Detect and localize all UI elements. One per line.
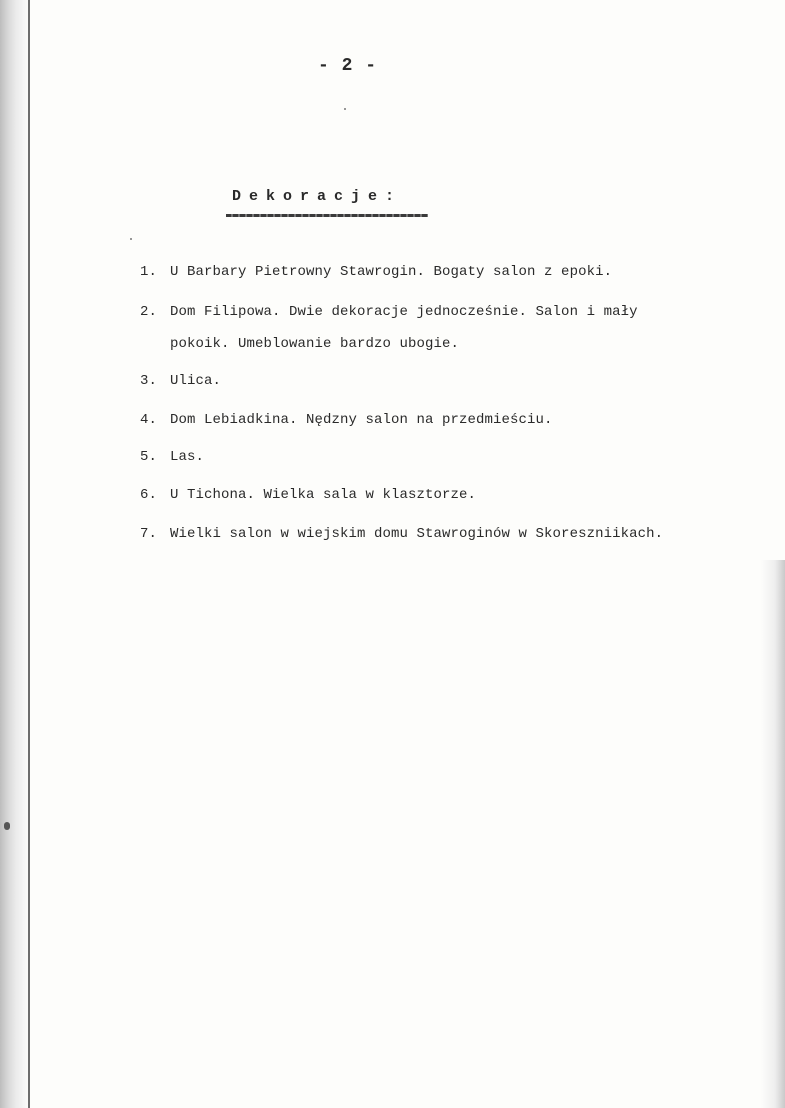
item-number: 3. — [140, 373, 158, 389]
page-number: - 2 - — [318, 56, 378, 76]
item-number: 4. — [140, 412, 158, 428]
item-text: U Barbary Pietrowny Stawrogin. Bogaty salon z epoki. — [170, 264, 613, 280]
scan-edge-left — [0, 0, 30, 1108]
list-item — [140, 520, 663, 548]
scan-speck — [344, 108, 346, 110]
scan-speck — [4, 822, 10, 830]
scan-edge-line — [28, 0, 30, 1108]
item-text: Ulica. — [170, 373, 222, 389]
item-text: Las. — [170, 449, 205, 465]
item-number: 1. — [140, 264, 158, 280]
item-text: U Tichona. Wielka sala w klasztorze. — [170, 487, 477, 503]
item-number: 7. — [140, 526, 158, 542]
item-text-continuation: pokoik. Umeblowanie bardzo ubogie. — [170, 336, 460, 352]
scan-edge-right — [761, 560, 785, 1108]
list-item — [140, 367, 221, 395]
item-text: Dom Filipowa. Dwie dekoracje jednocześnie. Salon i mały — [170, 304, 638, 320]
title-underline — [226, 214, 428, 217]
page-title: Dekoracje: — [232, 188, 403, 205]
item-number: 2. — [140, 304, 158, 320]
list-item — [140, 406, 553, 434]
list-item — [140, 258, 612, 286]
scan-speck — [130, 238, 132, 240]
item-text: Dom Lebiadkina. Nędzny salon na przedmieściu. — [170, 412, 553, 428]
item-number: 6. — [140, 487, 158, 503]
list-item — [140, 298, 638, 326]
item-text: Wielki salon w wiejskim domu Stawroginów w Skoreszniikach. — [170, 526, 664, 542]
item-number: 5. — [140, 449, 158, 465]
list-item — [140, 481, 476, 509]
list-item — [140, 443, 204, 471]
